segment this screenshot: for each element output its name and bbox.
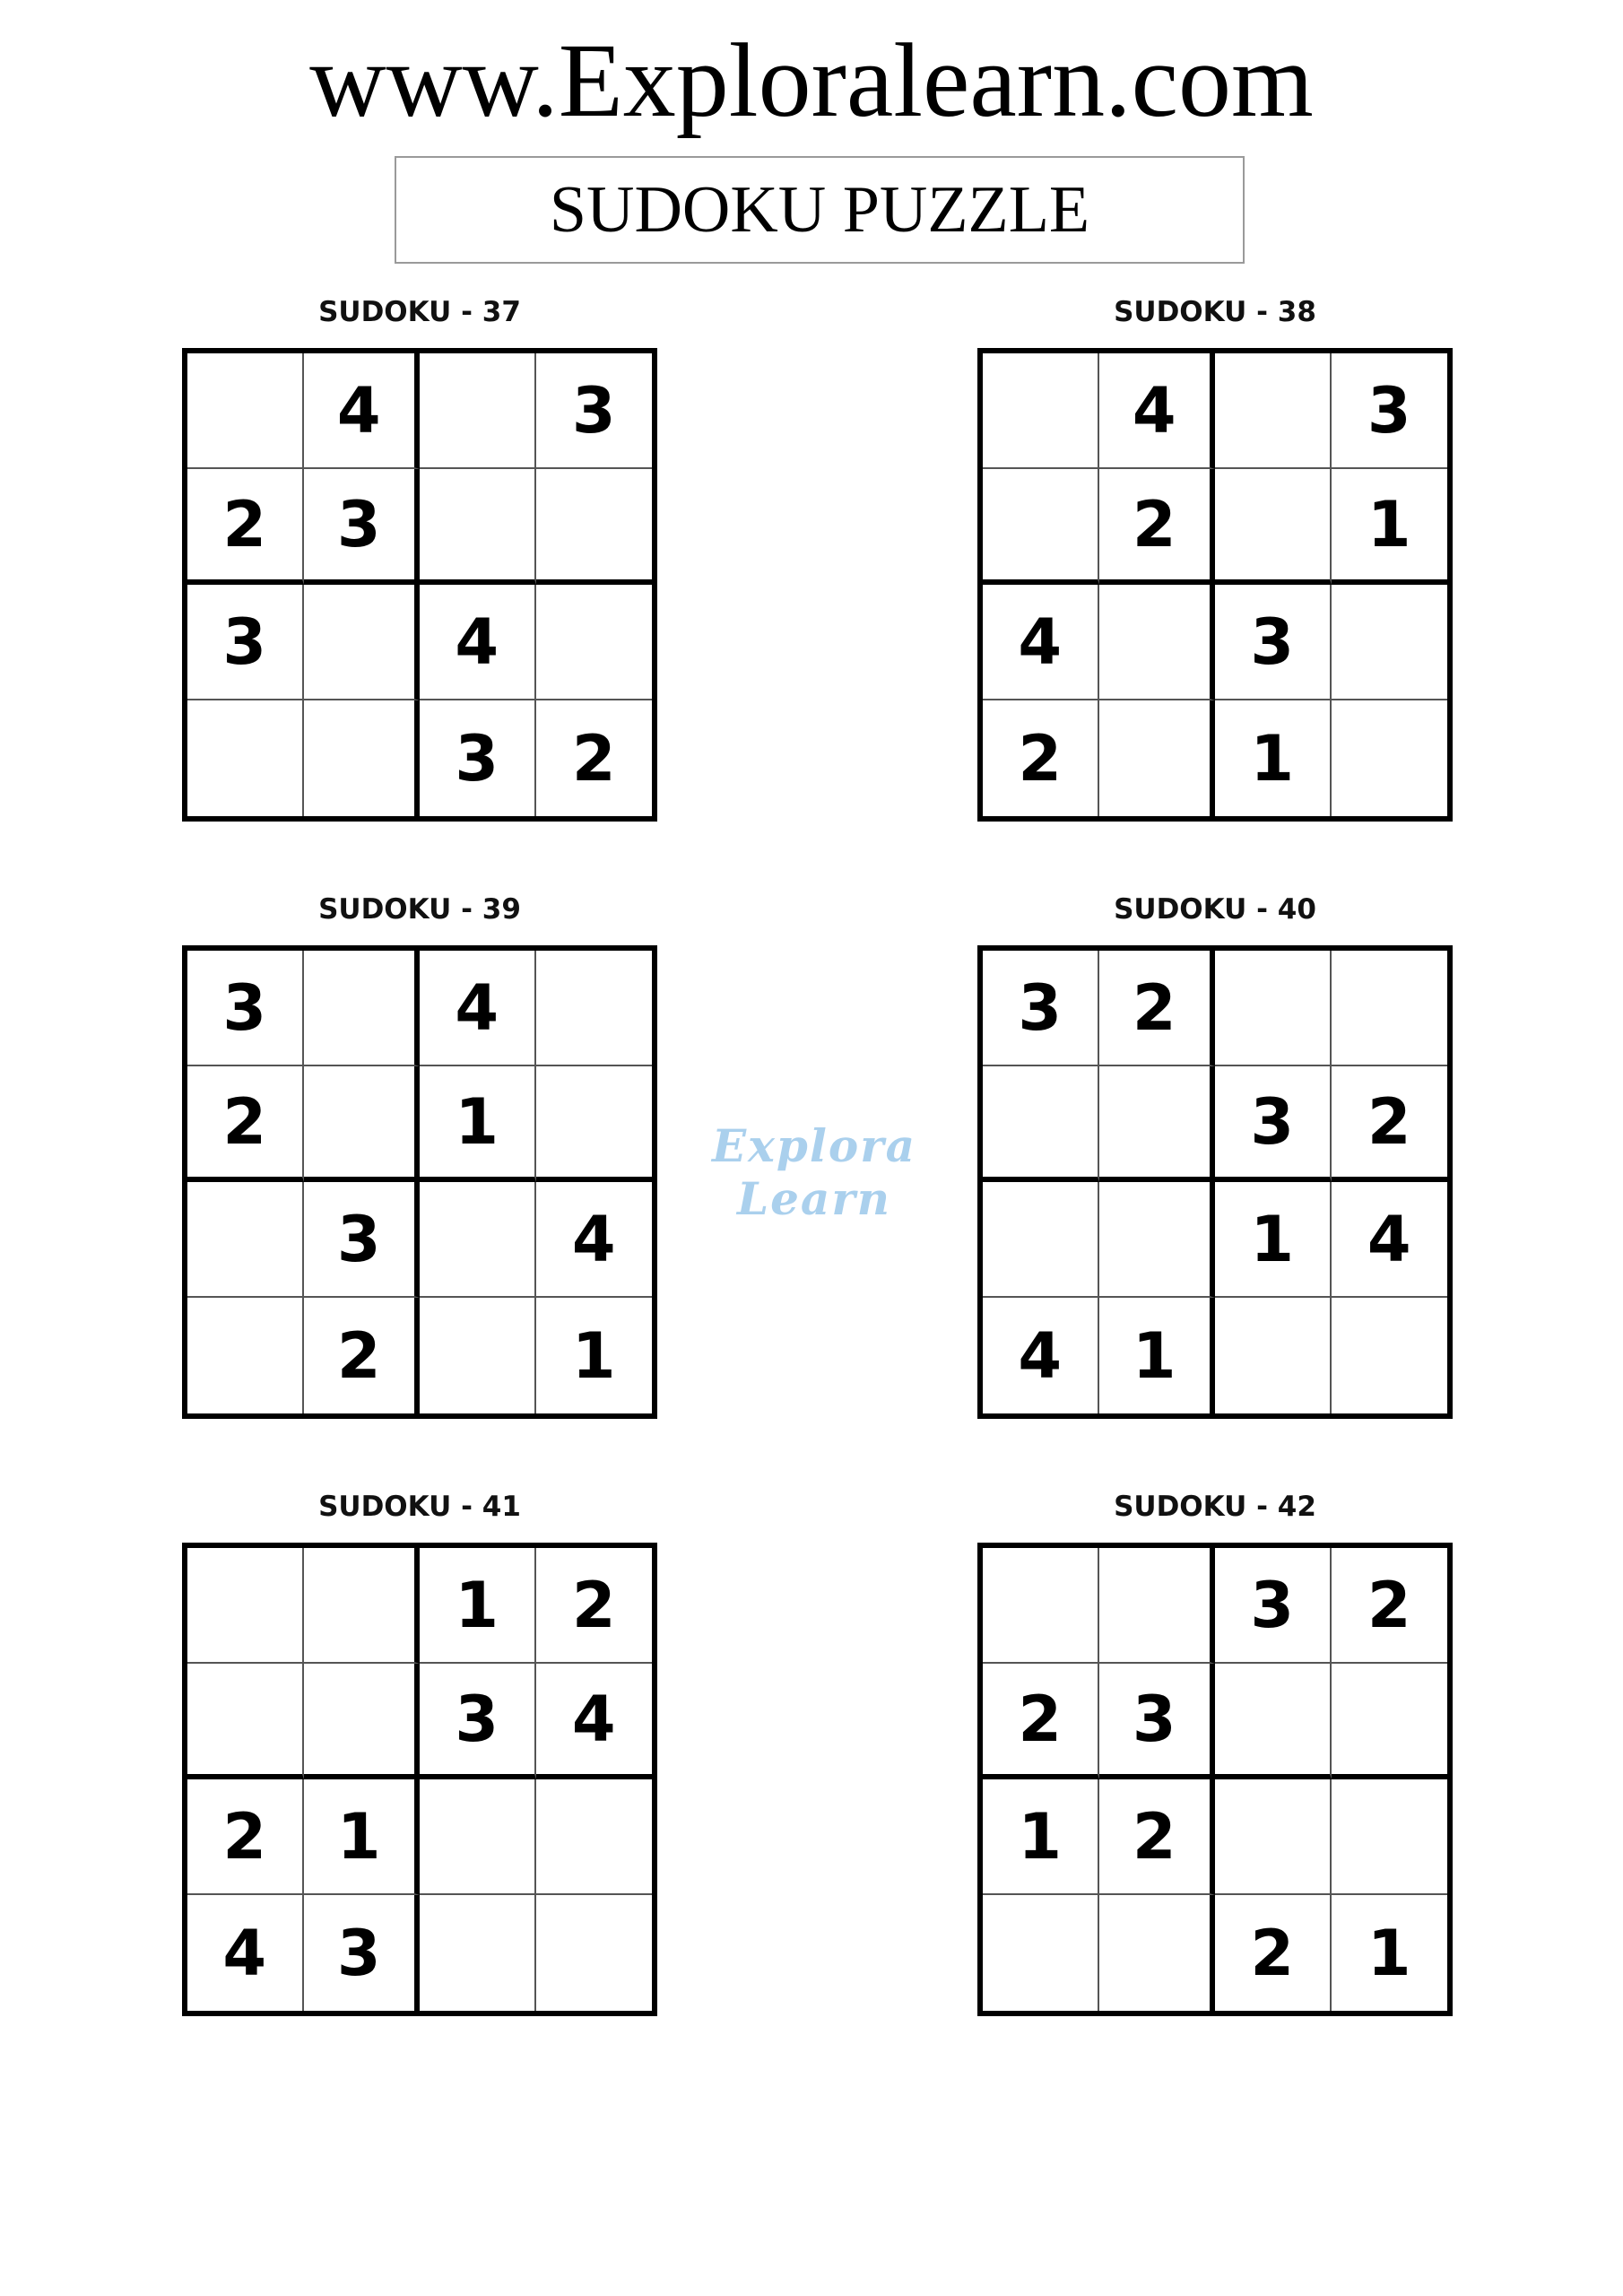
sudoku-cell (1332, 700, 1448, 816)
sudoku-cell (420, 1895, 536, 2011)
sudoku-cell: 3 (420, 700, 536, 816)
sudoku-puzzle (977, 294, 1453, 822)
sudoku-cell (536, 469, 653, 585)
sudoku-cell: 1 (420, 1066, 536, 1182)
sudoku-cell: 1 (571, 1318, 616, 1393)
sudoku-cell (1215, 1298, 1332, 1413)
sudoku-cell: 3 (1215, 1066, 1332, 1182)
sudoku-cell: 2 (571, 721, 616, 796)
sudoku-cell: 3 (304, 1182, 421, 1298)
sudoku-grid (977, 1543, 1453, 2016)
sudoku-cell (420, 1298, 536, 1413)
sudoku-cell: 4 (304, 353, 421, 469)
sudoku-cell (983, 1066, 1099, 1182)
sudoku-cell: 2 (1099, 1779, 1216, 1895)
watermark: Explora Learn (712, 1119, 916, 1225)
sudoku-grid (182, 348, 657, 822)
sudoku-cell: 3 (1215, 1548, 1332, 1664)
puzzle-title: SUDOKU - 37 (318, 296, 521, 328)
sudoku-grid (182, 1543, 657, 2016)
sudoku-cell (304, 1664, 421, 1779)
puzzle-title: SUDOKU - 42 (1114, 1491, 1316, 1523)
sudoku-cell (187, 1664, 304, 1779)
site-title: www.Exploralearn.com (309, 22, 1314, 139)
sudoku-cell: 4 (983, 1298, 1099, 1413)
sudoku-cell: 4 (187, 1895, 304, 2011)
sudoku-cell (304, 700, 421, 816)
sudoku-cell: 1 (1099, 1298, 1216, 1413)
sudoku-cell (304, 1548, 421, 1664)
sudoku-cell: 4 (536, 1182, 653, 1298)
sudoku-puzzle (182, 294, 657, 822)
sudoku-puzzle (182, 1489, 657, 2016)
sudoku-cell (983, 1895, 1099, 2011)
sudoku-cell (1099, 1548, 1216, 1664)
sudoku-cell (1215, 951, 1332, 1066)
sudoku-cell: 1 (304, 1779, 421, 1895)
sudoku-cell (1332, 1664, 1448, 1779)
sudoku-cell: 4 (536, 1664, 653, 1779)
sudoku-cell: 4 (420, 951, 536, 1066)
sudoku-cell (1215, 1664, 1332, 1779)
sudoku-cell: 3 (983, 951, 1099, 1066)
puzzle-title: SUDOKU - 41 (318, 1491, 521, 1523)
sudoku-cell: 2 (536, 1548, 653, 1664)
puzzle-title: SUDOKU - 38 (1114, 296, 1316, 328)
sudoku-cell: 1 (1367, 1916, 1411, 1990)
sudoku-cell (304, 585, 421, 700)
sudoku-cell (536, 951, 653, 1066)
sudoku-grid (977, 348, 1453, 822)
sudoku-cell: 1 (983, 1779, 1099, 1895)
sudoku-cell (983, 1548, 1099, 1664)
sudoku-cell (187, 1182, 304, 1298)
sudoku-cell (1099, 1066, 1216, 1182)
puzzle-title: SUDOKU - 39 (318, 893, 521, 926)
sudoku-cell (420, 353, 536, 469)
sudoku-cell: 3 (304, 469, 421, 585)
sudoku-cell (1332, 951, 1448, 1066)
sudoku-cell: 3 (1332, 353, 1448, 469)
sudoku-cell (536, 1895, 653, 2011)
sudoku-cell: 3 (187, 585, 304, 700)
sudoku-cell (536, 1779, 653, 1895)
sudoku-cell: 3 (420, 1664, 536, 1779)
sudoku-grid (182, 945, 657, 1419)
sudoku-grid (977, 945, 1453, 1419)
sudoku-cell (420, 469, 536, 585)
sudoku-cell (1099, 1182, 1216, 1298)
sudoku-puzzle (182, 891, 657, 1419)
sudoku-cell: 3 (1099, 1664, 1216, 1779)
sudoku-cell: 4 (1099, 353, 1216, 469)
sudoku-cell: 2 (1215, 1895, 1332, 2011)
sudoku-cell: 2 (1099, 951, 1216, 1066)
sudoku-cell: 1 (1215, 1182, 1332, 1298)
sudoku-cell (1332, 585, 1448, 700)
sudoku-cell: 4 (983, 585, 1099, 700)
sudoku-cell: 2 (1332, 1548, 1448, 1664)
puzzle-title: SUDOKU - 40 (1114, 893, 1316, 926)
sudoku-cell (420, 1779, 536, 1895)
sudoku-cell: 2 (187, 1066, 304, 1182)
sudoku-cell: 1 (1332, 469, 1448, 585)
sudoku-cell (1099, 700, 1216, 816)
sudoku-cell: 4 (420, 585, 536, 700)
sudoku-cell: 3 (536, 353, 653, 469)
sudoku-cell (187, 1548, 304, 1664)
sudoku-cell (187, 1298, 304, 1413)
sudoku-cell (1099, 585, 1216, 700)
sudoku-cell (983, 1182, 1099, 1298)
sudoku-cell: 3 (187, 951, 304, 1066)
sudoku-cell: 2 (187, 469, 304, 585)
sudoku-cell (1215, 1779, 1332, 1895)
sudoku-cell (1332, 1779, 1448, 1895)
sudoku-cell: 3 (304, 1895, 421, 2011)
sudoku-cell (1332, 1298, 1448, 1413)
sudoku-cell: 1 (1215, 700, 1332, 816)
sudoku-cell (304, 951, 421, 1066)
sudoku-cell: 2 (1332, 1066, 1448, 1182)
sudoku-cell (304, 1066, 421, 1182)
sudoku-cell (1099, 1895, 1216, 2011)
sudoku-cell: 2 (983, 1664, 1099, 1779)
sudoku-cell: 2 (1099, 469, 1216, 585)
sudoku-cell (536, 585, 653, 700)
sudoku-cell: 2 (187, 1779, 304, 1895)
sudoku-puzzle (977, 891, 1453, 1419)
sudoku-cell (1215, 353, 1332, 469)
sudoku-cell (187, 353, 304, 469)
sudoku-cell: 3 (1215, 585, 1332, 700)
sudoku-cell (983, 353, 1099, 469)
page-subtitle (395, 156, 1245, 264)
sudoku-cell: 4 (1332, 1182, 1448, 1298)
sudoku-cell: 2 (304, 1298, 421, 1413)
sudoku-cell (983, 469, 1099, 585)
sudoku-cell (1215, 469, 1332, 585)
sudoku-cell (420, 1182, 536, 1298)
sudoku-cell: 1 (420, 1548, 536, 1664)
sudoku-cell (536, 1066, 653, 1182)
sudoku-cell (187, 700, 304, 816)
sudoku-cell: 2 (983, 700, 1099, 816)
sudoku-puzzle (977, 1489, 1453, 2016)
page-subtitle-text: SUDOKU PUZZLE (549, 172, 1090, 247)
